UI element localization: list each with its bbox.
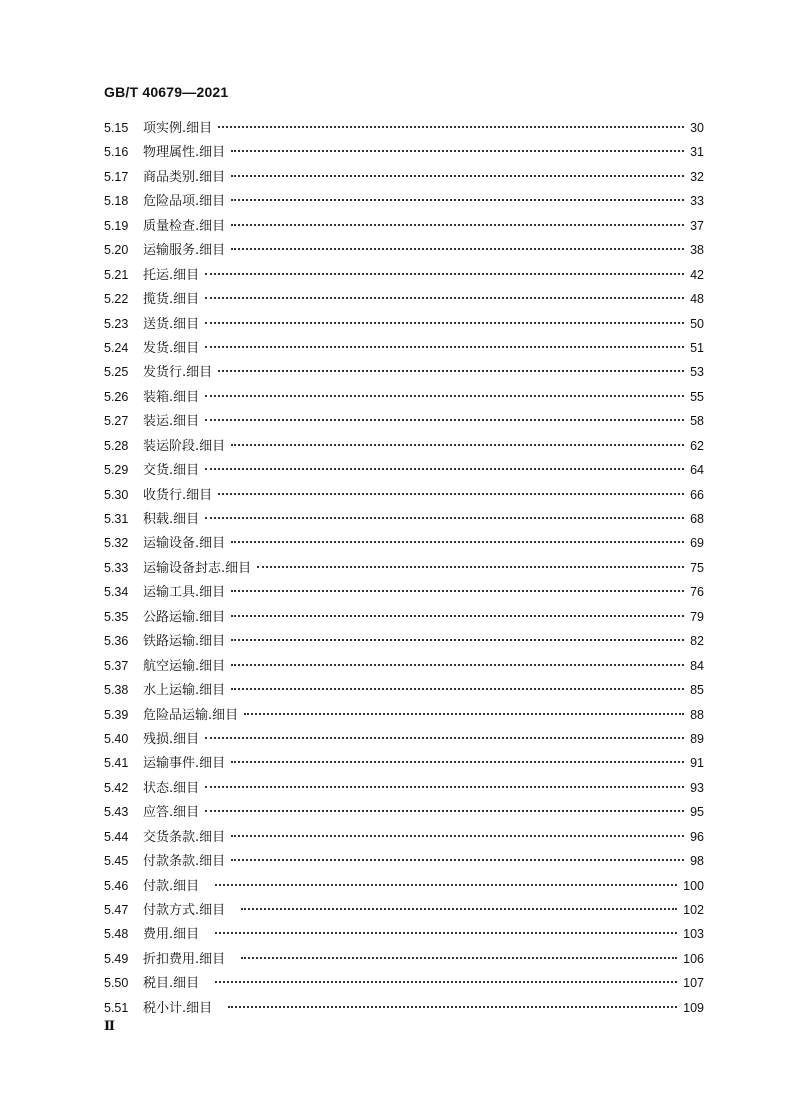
toc-entry-page: 82 [690,634,704,649]
toc-dot-leader [231,175,684,177]
document-header: GB/T 40679—2021 [104,84,229,100]
toc-entry-page: 98 [690,854,704,869]
toc-entry-number: 5.25 [104,365,129,380]
toc-entry-title: 危险品运输.细目 [143,707,239,723]
toc-dot-leader [218,126,684,128]
toc-dot-leader [231,688,684,690]
toc-entry-number: 5.24 [104,340,129,355]
toc-entry[interactable] [104,605,704,629]
toc-entry-number: 5.27 [104,414,129,429]
toc-entry-title: 装箱.细目 [143,389,200,405]
toc-entry-page: 37 [690,218,704,233]
toc-entry-number: 5.41 [104,756,129,771]
toc-entry[interactable] [104,263,704,287]
toc-dot-leader [231,248,684,250]
toc-entry-title: 发货行.细目 [143,365,213,381]
toc-entry-number: 5.51 [104,1000,129,1015]
toc-entry-number: 5.26 [104,389,129,404]
toc-entry-title: 运输工具.细目 [143,585,226,601]
toc-entry-page: 109 [683,1000,704,1015]
toc-entry-title: 航空运输.细目 [143,658,226,674]
toc-entry-page: 58 [690,414,704,429]
toc-entry-number: 5.30 [104,487,129,502]
toc-entry-title: 交货条款.细目 [143,829,226,845]
toc-entry[interactable] [104,849,704,873]
toc-entry-page: 93 [690,780,704,795]
toc-entry-number: 5.43 [104,805,129,820]
toc-dot-leader [231,590,684,592]
toc-entry-number: 5.38 [104,683,129,698]
toc-entry-number: 5.46 [104,878,129,893]
toc-entry-title: 项实例.细目 [143,121,213,136]
toc-entry-number: 5.44 [104,829,129,844]
toc-dot-leader [231,761,684,763]
toc-entry[interactable] [104,312,704,336]
toc-entry-page: 32 [690,169,704,184]
toc-entry-page: 38 [690,243,704,258]
toc-dot-leader [215,981,677,983]
toc-entry-title: 铁路运输.细目 [143,634,226,650]
toc-entry[interactable] [104,703,704,727]
toc-entry-page: 33 [690,194,704,209]
toc-entry-title: 税目.细目 [143,976,200,992]
toc-entry-page: 88 [690,707,704,722]
toc-entry[interactable] [104,825,704,849]
toc-dot-leader [231,444,684,446]
toc-entry[interactable] [104,483,704,507]
toc-entry-page: 64 [690,463,704,478]
toc-dot-leader [231,541,684,543]
toc-dot-leader [231,224,684,226]
toc-entry-number: 5.47 [104,903,129,917]
toc-entry-number: 5.23 [104,316,129,331]
toc-entry-title: 付款方式.细目 [143,903,226,918]
toc-dot-leader [231,199,684,201]
toc-entry-title: 质量检查.细目 [143,218,226,234]
toc-dot-leader [257,566,684,568]
toc-entry[interactable] [104,874,704,898]
toc-entry-title: 危险品项.细目 [143,194,226,210]
toc-entry-number: 5.17 [104,169,129,184]
toc-entry-title: 商品类别.细目 [143,169,226,185]
toc-entry-title: 运输事件.细目 [143,756,226,772]
toc-entry-page: 50 [690,316,704,331]
toc-dot-leader [205,322,684,324]
toc-dot-leader [205,346,684,348]
toc-entry[interactable] [104,287,704,311]
toc-entry-title: 应答.细目 [143,805,200,821]
toc-entry-number: 5.28 [104,438,129,453]
toc-entry[interactable] [104,140,704,164]
toc-entry-title: 残损.细目 [143,731,200,747]
toc-entry-page: 84 [690,658,704,673]
toc-dot-leader [241,908,677,910]
toc-entry[interactable] [104,678,704,702]
toc-entry[interactable] [104,922,704,946]
toc-entry[interactable] [104,385,704,409]
toc-entry[interactable] [104,727,704,751]
toc-entry-page: 96 [690,829,704,844]
toc-entry-number: 5.29 [104,463,129,478]
toc-entry[interactable] [104,898,704,922]
toc-entry[interactable] [104,531,704,555]
toc-entry-page: 100 [683,878,704,893]
toc-entry-page: 75 [690,560,704,575]
toc-entry[interactable] [104,776,704,800]
page-number-footer: Ⅱ [104,1018,115,1033]
toc-entry[interactable] [104,238,704,262]
toc-entry-title: 税小计.细目 [143,1000,213,1016]
toc-entry-number: 5.32 [104,536,129,551]
toc-entry-number: 5.15 [104,121,129,135]
toc-entry-page: 91 [690,756,704,771]
toc-dot-leader [241,957,677,959]
toc-entry-number: 5.16 [104,145,129,160]
toc-entry-number: 5.35 [104,609,129,624]
toc-dot-leader [215,884,677,886]
toc-dot-leader [215,932,677,934]
toc-dot-leader [244,713,684,715]
toc-entry[interactable] [104,971,704,995]
toc-entry-title: 收货行.细目 [143,487,213,503]
toc-entry-page: 55 [690,389,704,404]
toc-entry[interactable] [104,409,704,433]
toc-dot-leader [231,859,684,861]
toc-entry-title: 状态.细目 [143,780,200,796]
toc-entry-title: 装运阶段.细目 [143,438,226,454]
toc-dot-leader [205,737,684,739]
toc-entry-number: 5.48 [104,927,129,942]
toc-entry-title: 运输设备封志.细目 [143,560,252,576]
toc-entry-number: 5.33 [104,560,129,575]
toc-entry-page: 89 [690,731,704,746]
table-of-contents [104,116,704,1020]
toc-entry[interactable] [104,507,704,531]
toc-entry-page: 51 [690,340,704,355]
toc-entry[interactable] [104,458,704,482]
toc-entry-page: 69 [690,536,704,551]
toc-entry-number: 5.37 [104,658,129,673]
toc-entry-title: 费用.细目 [143,927,200,943]
toc-entry-title: 物理属性.细目 [143,145,226,161]
toc-entry-title: 运输服务.细目 [143,243,226,259]
toc-entry-number: 5.22 [104,292,129,307]
toc-entry[interactable] [104,189,704,213]
toc-dot-leader [205,419,684,421]
toc-entry-number: 5.18 [104,194,129,209]
toc-entry-title: 揽货.细目 [143,292,200,308]
toc-dot-leader [231,664,684,666]
toc-entry-page: 31 [690,145,704,160]
toc-entry-title: 托运.细目 [143,267,200,283]
toc-entry-number: 5.31 [104,512,129,526]
toc-entry-page: 53 [690,365,704,380]
toc-entry[interactable] [104,629,704,653]
toc-entry-title: 运输设备.细目 [143,536,226,552]
toc-entry-page: 103 [683,927,704,942]
toc-entry[interactable] [104,580,704,604]
toc-entry-number: 5.42 [104,780,129,795]
toc-entry-title: 发货.细目 [143,340,200,356]
toc-entry[interactable] [104,751,704,775]
toc-dot-leader [231,639,684,641]
toc-entry[interactable] [104,556,704,580]
toc-entry-number: 5.40 [104,731,129,746]
toc-entry-title: 水上运输.细目 [143,683,226,699]
toc-entry-number: 5.20 [104,243,129,258]
toc-entry-page: 48 [690,292,704,307]
toc-entry-page: 62 [690,438,704,453]
toc-entry-title: 装运.细目 [143,414,200,430]
toc-entry-title: 公路运输.细目 [143,609,226,625]
toc-entry-page: 68 [690,512,704,526]
toc-entry[interactable] [104,214,704,238]
toc-entry-page: 95 [690,805,704,820]
toc-entry-page: 79 [690,609,704,624]
toc-entry-number: 5.45 [104,854,129,869]
toc-entry-title: 积载.细目 [143,512,200,527]
toc-entry-page: 107 [683,976,704,991]
toc-entry[interactable] [104,947,704,971]
toc-dot-leader [205,786,684,788]
toc-entry-title: 付款条款.细目 [143,854,226,870]
toc-dot-leader [231,150,684,152]
toc-dot-leader [205,297,684,299]
toc-entry-number: 5.34 [104,585,129,600]
toc-entry-title: 折扣费用.细目 [143,951,226,967]
toc-entry[interactable] [104,800,704,824]
toc-entry[interactable] [104,434,704,458]
toc-entry-page: 76 [690,585,704,600]
toc-entry[interactable] [104,360,704,384]
toc-entry-page: 102 [683,903,704,917]
toc-entry-number: 5.36 [104,634,129,649]
toc-entry-page: 30 [690,121,704,135]
toc-dot-leader [205,468,684,470]
toc-dot-leader [228,1006,677,1008]
toc-dot-leader [205,517,684,519]
toc-entry-page: 85 [690,683,704,698]
toc-dot-leader [231,835,684,837]
toc-entry[interactable] [104,996,704,1020]
toc-dot-leader [231,615,684,617]
toc-entry-page: 66 [690,487,704,502]
toc-entry-page: 42 [690,267,704,282]
toc-entry-number: 5.39 [104,707,129,722]
toc-dot-leader [205,395,684,397]
toc-entry[interactable] [104,165,704,189]
toc-dot-leader [205,273,684,275]
toc-dot-leader [218,493,684,495]
toc-dot-leader [218,370,684,372]
toc-entry[interactable] [104,336,704,360]
toc-entry-title: 付款.细目 [143,878,200,894]
toc-dot-leader [205,810,684,812]
toc-entry-title: 交货.细目 [143,463,200,479]
toc-entry-number: 5.49 [104,951,129,966]
toc-entry-number: 5.50 [104,976,129,991]
toc-entry-number: 5.19 [104,218,129,233]
toc-entry[interactable] [104,654,704,678]
toc-entry-page: 106 [683,951,704,966]
toc-entry-number: 5.21 [104,267,129,282]
toc-entry-title: 送货.细目 [143,316,200,332]
toc-entry[interactable] [104,116,704,140]
